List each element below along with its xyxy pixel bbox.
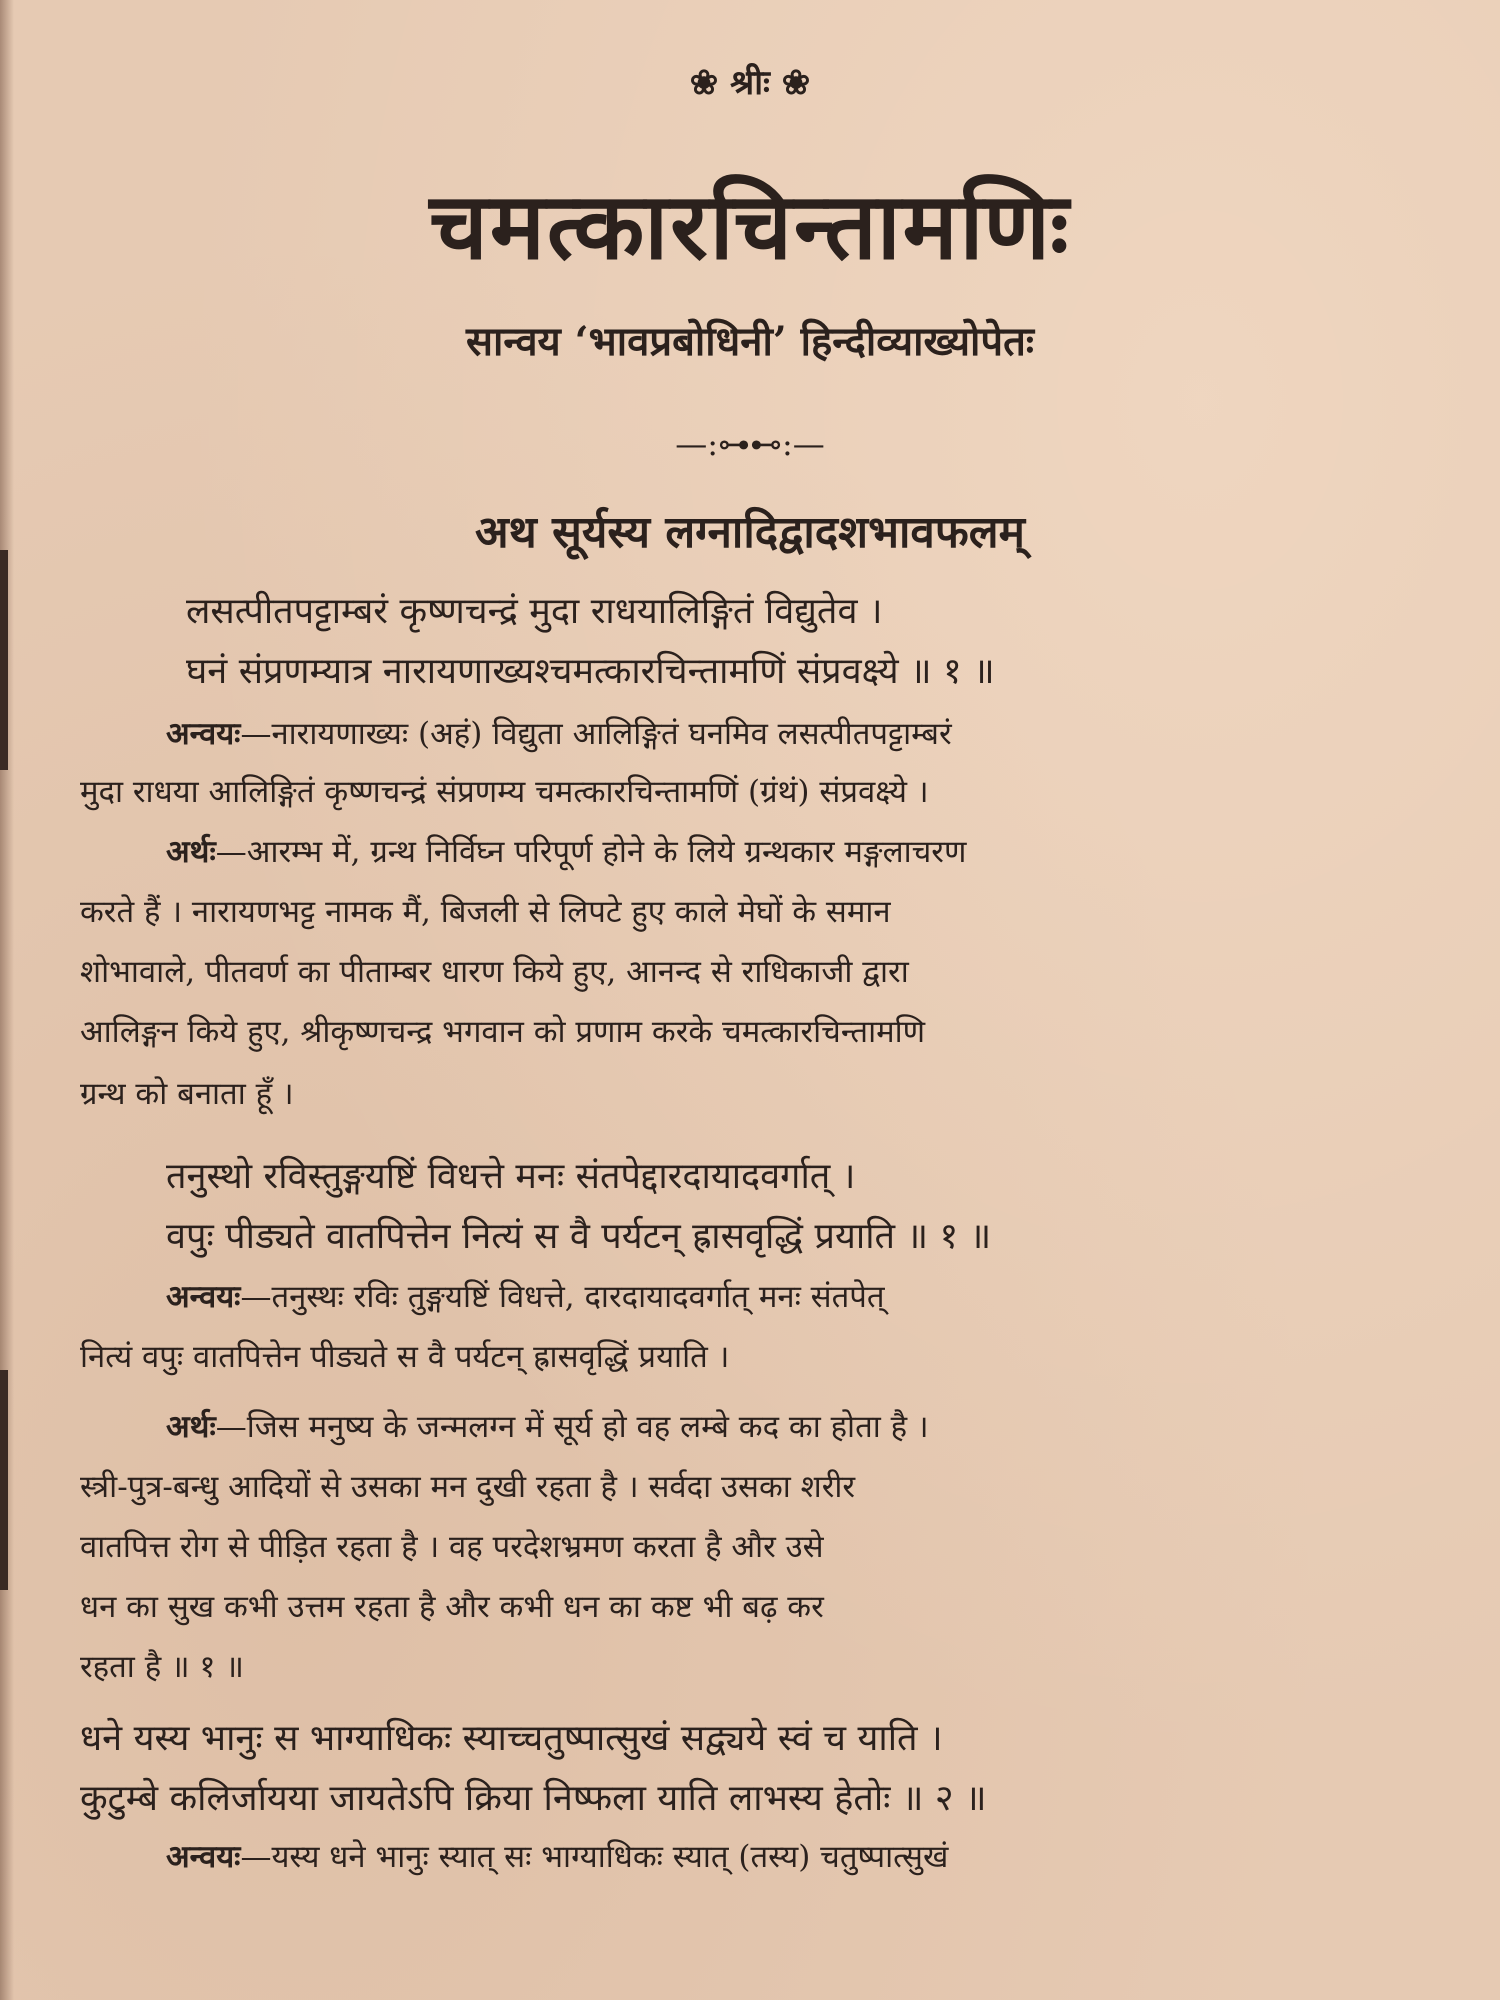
anvaya-2-line-1 <box>166 1275 885 1317</box>
verse-1-line-1: लसत्पीतपट्टाम्बरं कृष्णचन्द्रं मुदा राधयालिङ्गितं विद्युतेव । <box>186 591 883 632</box>
anvaya-3-text: —यस्य धने भानुः स्यात् सः भाग्याधिकः स्यात् (तस्य) चतुष्पात्सुखं <box>240 1839 949 1875</box>
anvaya-label: अन्वयः <box>166 1279 241 1315</box>
meaning-2-line-1 <box>166 1405 929 1447</box>
meaning-2-line-4: धन का सुख कभी उत्तम रहता है और कभी धन का कष्ट भी बढ़ कर <box>80 1589 824 1625</box>
binding-mark <box>0 1370 8 1590</box>
meaning-1-line-4: आलिङ्गन किये हुए, श्रीकृष्णचन्द्र भगवान को प्रणाम करके चमत्कारचिन्तामणि <box>80 1014 926 1050</box>
meaning-1-line-3: शोभावाले, पीतवर्ण का पीताम्बर धारण किये हुए, आनन्द से राधिकाजी द्वारा <box>80 954 909 990</box>
meaning-label: अर्थः <box>166 834 216 870</box>
anvaya-1-line-2: मुदा राधया आलिङ्गितं कृष्णचन्द्रं संप्रणम्य चमत्कारचिन्तामणिं (ग्रंथं) संप्रवक्ष्ये । <box>80 774 929 810</box>
ornamental-divider: —:⊶⊷:— <box>675 425 825 463</box>
anvaya-2-line-2: नित्यं वपुः वातपित्तेन पीड्यते स वै पर्यटन् ह्रासवृद्धिं प्रयाति । <box>80 1339 730 1375</box>
book-title: चमत्कारचिन्तामणिः <box>429 172 1071 280</box>
meaning-2-line-3: वातपित्त रोग से पीड़ित रहता है । वह परदेशभ्रमण करता है और उसे <box>80 1529 824 1565</box>
verse-3-line-1: धने यस्य भानुः स भाग्याधिकः स्याच्चतुष्पात्सुखं सद्व्यये स्वं च याति । <box>80 1718 943 1759</box>
verse-2-line-2: वपुः पीड्यते वातपित्तेन नित्यं स वै पर्यटन् ह्रासवृद्धिं प्रयाति ॥ १ ॥ <box>166 1216 992 1257</box>
section-heading: अथ सूर्यस्य लग्नादिद्वादशभावफलम् <box>475 507 1025 558</box>
meaning-2-line-2: स्त्री-पुत्र-बन्धु आदियों से उसका मन दुखी रहता है । सर्वदा उसका शरीर <box>80 1469 856 1505</box>
anvaya-label: अन्वयः <box>166 1839 241 1875</box>
meaning-1-line-1 <box>166 830 966 872</box>
invocation-ornament: ❀ श्रीः ❀ <box>689 63 811 103</box>
anvaya-1-line-1 <box>166 712 952 754</box>
verse-2-line-1: तनुस्थो रविस्तुङ्गयष्टिं विधत्ते मनः संतपेद्दारदायादवर्गात् । <box>166 1156 856 1197</box>
page-edge-shadow <box>0 0 14 2000</box>
meaning-1-line-2: करते हैं । नारायणभट्ट नामक मैं, बिजली से लिपटे हुए काले मेघों के समान <box>80 894 891 930</box>
meaning-2-line-5: रहता है ॥ १ ॥ <box>80 1649 244 1685</box>
meaning-1-line-5: ग्रन्थ को बनाता हूँ । <box>80 1076 294 1112</box>
anvaya-1-text: —नारायणाख्यः (अहं) विद्युता आलिङ्गितं घनमिव लसत्पीतपट्टाम्बरं <box>240 716 952 752</box>
anvaya-label: अन्वयः <box>166 716 241 752</box>
verse-3-line-2: कुटुम्बे कलिर्जायया जायतेऽपि क्रिया निष्फला याति लाभस्य हेतोः ॥ २ ॥ <box>80 1778 987 1819</box>
anvaya-2-text: —तनुस्थः रविः तुङ्गयष्टिं विधत्ते, दारदायादवर्गात् मनः संतपेत् <box>240 1279 885 1315</box>
anvaya-3-line-1 <box>166 1835 948 1877</box>
verse-1-line-2: घनं संप्रणम्यात्र नारायणाख्यश्चमत्कारचिन्तामणिं संप्रवक्ष्ये ॥ १ ॥ <box>186 651 995 692</box>
meaning-2-text: —जिस मनुष्य के जन्मलग्न में सूर्य हो वह लम्बे कद का होता है । <box>215 1409 929 1445</box>
binding-mark <box>0 550 8 770</box>
meaning-label: अर्थः <box>166 1409 216 1445</box>
meaning-1-text: —आरम्भ में, ग्रन्थ निर्विघ्न परिपूर्ण होने के लिये ग्रन्थकार मङ्गलाचरण <box>215 834 967 870</box>
book-subtitle: सान्वय ‘भावप्रबोधिनी’ हिन्दीव्याख्योपेतः <box>465 318 1035 365</box>
